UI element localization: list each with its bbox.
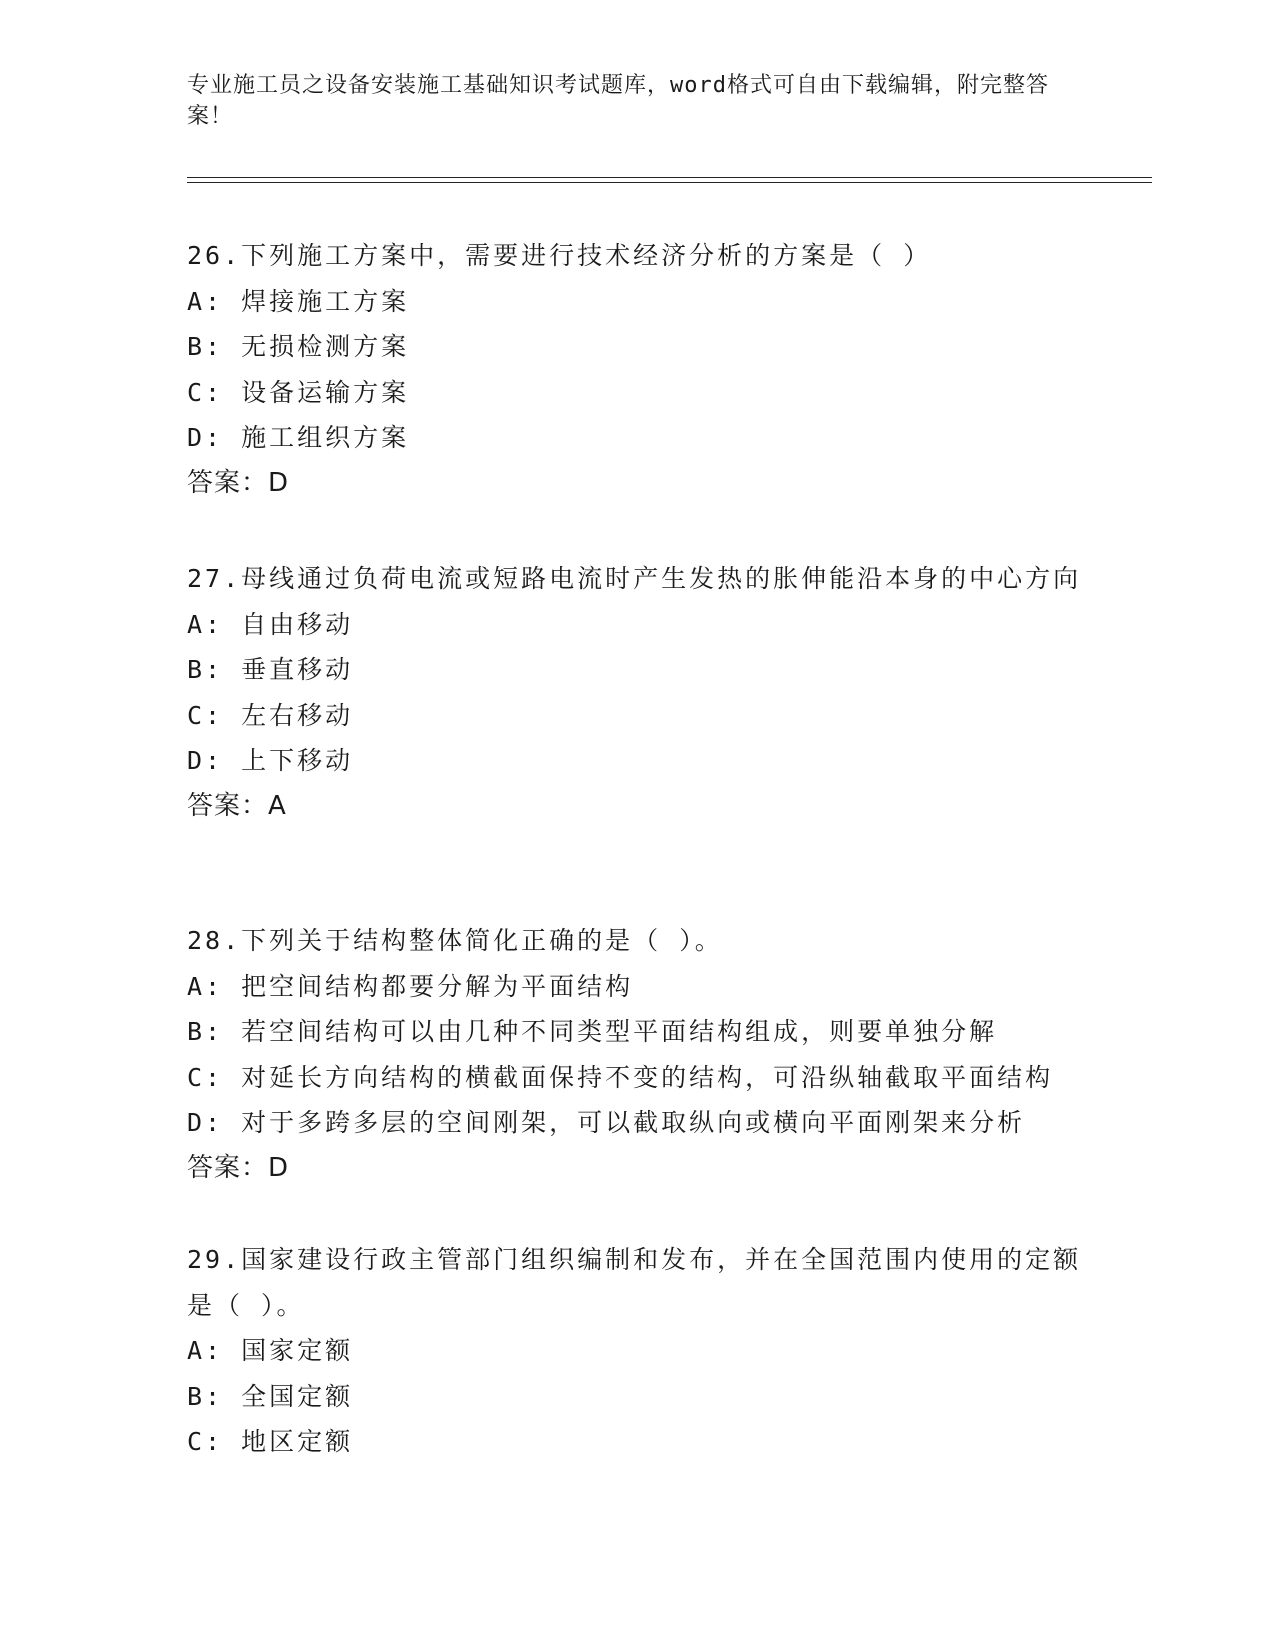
answer-line: 答案：A [187,790,287,821]
header-divider-top [187,177,1152,178]
question-26 [187,233,1087,506]
option-a: A: 焊接施工方案 [187,286,410,316]
question-stem: 26.下列施工方案中，需要进行技术经济分析的方案是（ ） [187,241,932,270]
question-stem: 27.母线通过负荷电流或短路电流时产生发热的胀伸能沿本身的中心方向 [187,564,1082,593]
answer-line: 答案：D [187,467,290,498]
option-a: A: 自由移动 [187,609,354,639]
question-stem: 28.下列关于结构整体简化正确的是（ ）。 [187,926,723,955]
question-27 [187,556,1087,829]
option-d: D: 对于多跨多层的空间刚架，可以截取纵向或横向平面刚架来分析 [187,1108,1026,1137]
option-c: C: 对延长方向结构的横截面保持不变的结构，可沿纵轴截取平面结构 [187,1062,1054,1092]
option-c: C: 左右移动 [187,700,354,730]
option-b: B: 若空间结构可以由几种不同类型平面结构组成，则要单独分解 [187,1017,998,1046]
answer-line: 答案：D [187,1152,290,1183]
document-header: 专业施工员之设备安装施工基础知识考试题库，word格式可自由下载编辑，附完整答案！ [187,73,1049,129]
option-d: D: 施工组织方案 [187,423,410,452]
question-28 [187,918,1087,1191]
option-c: C: 设备运输方案 [187,377,410,407]
question-stem: 29.国家建设行政主管部门组织编制和发布，并在全国范围内使用的定额是（ ）。 [187,1245,1082,1320]
option-b: B: 垂直移动 [187,655,354,684]
option-c: C: 地区定额 [187,1427,354,1456]
option-b: B: 全国定额 [187,1381,354,1411]
option-d: D: 上下移动 [187,746,354,775]
option-a: A: 把空间结构都要分解为平面结构 [187,971,634,1001]
header-divider-bottom [187,182,1152,183]
option-b: B: 无损检测方案 [187,332,410,361]
question-29 [187,1237,1087,1465]
option-a: A: 国家定额 [187,1336,354,1365]
